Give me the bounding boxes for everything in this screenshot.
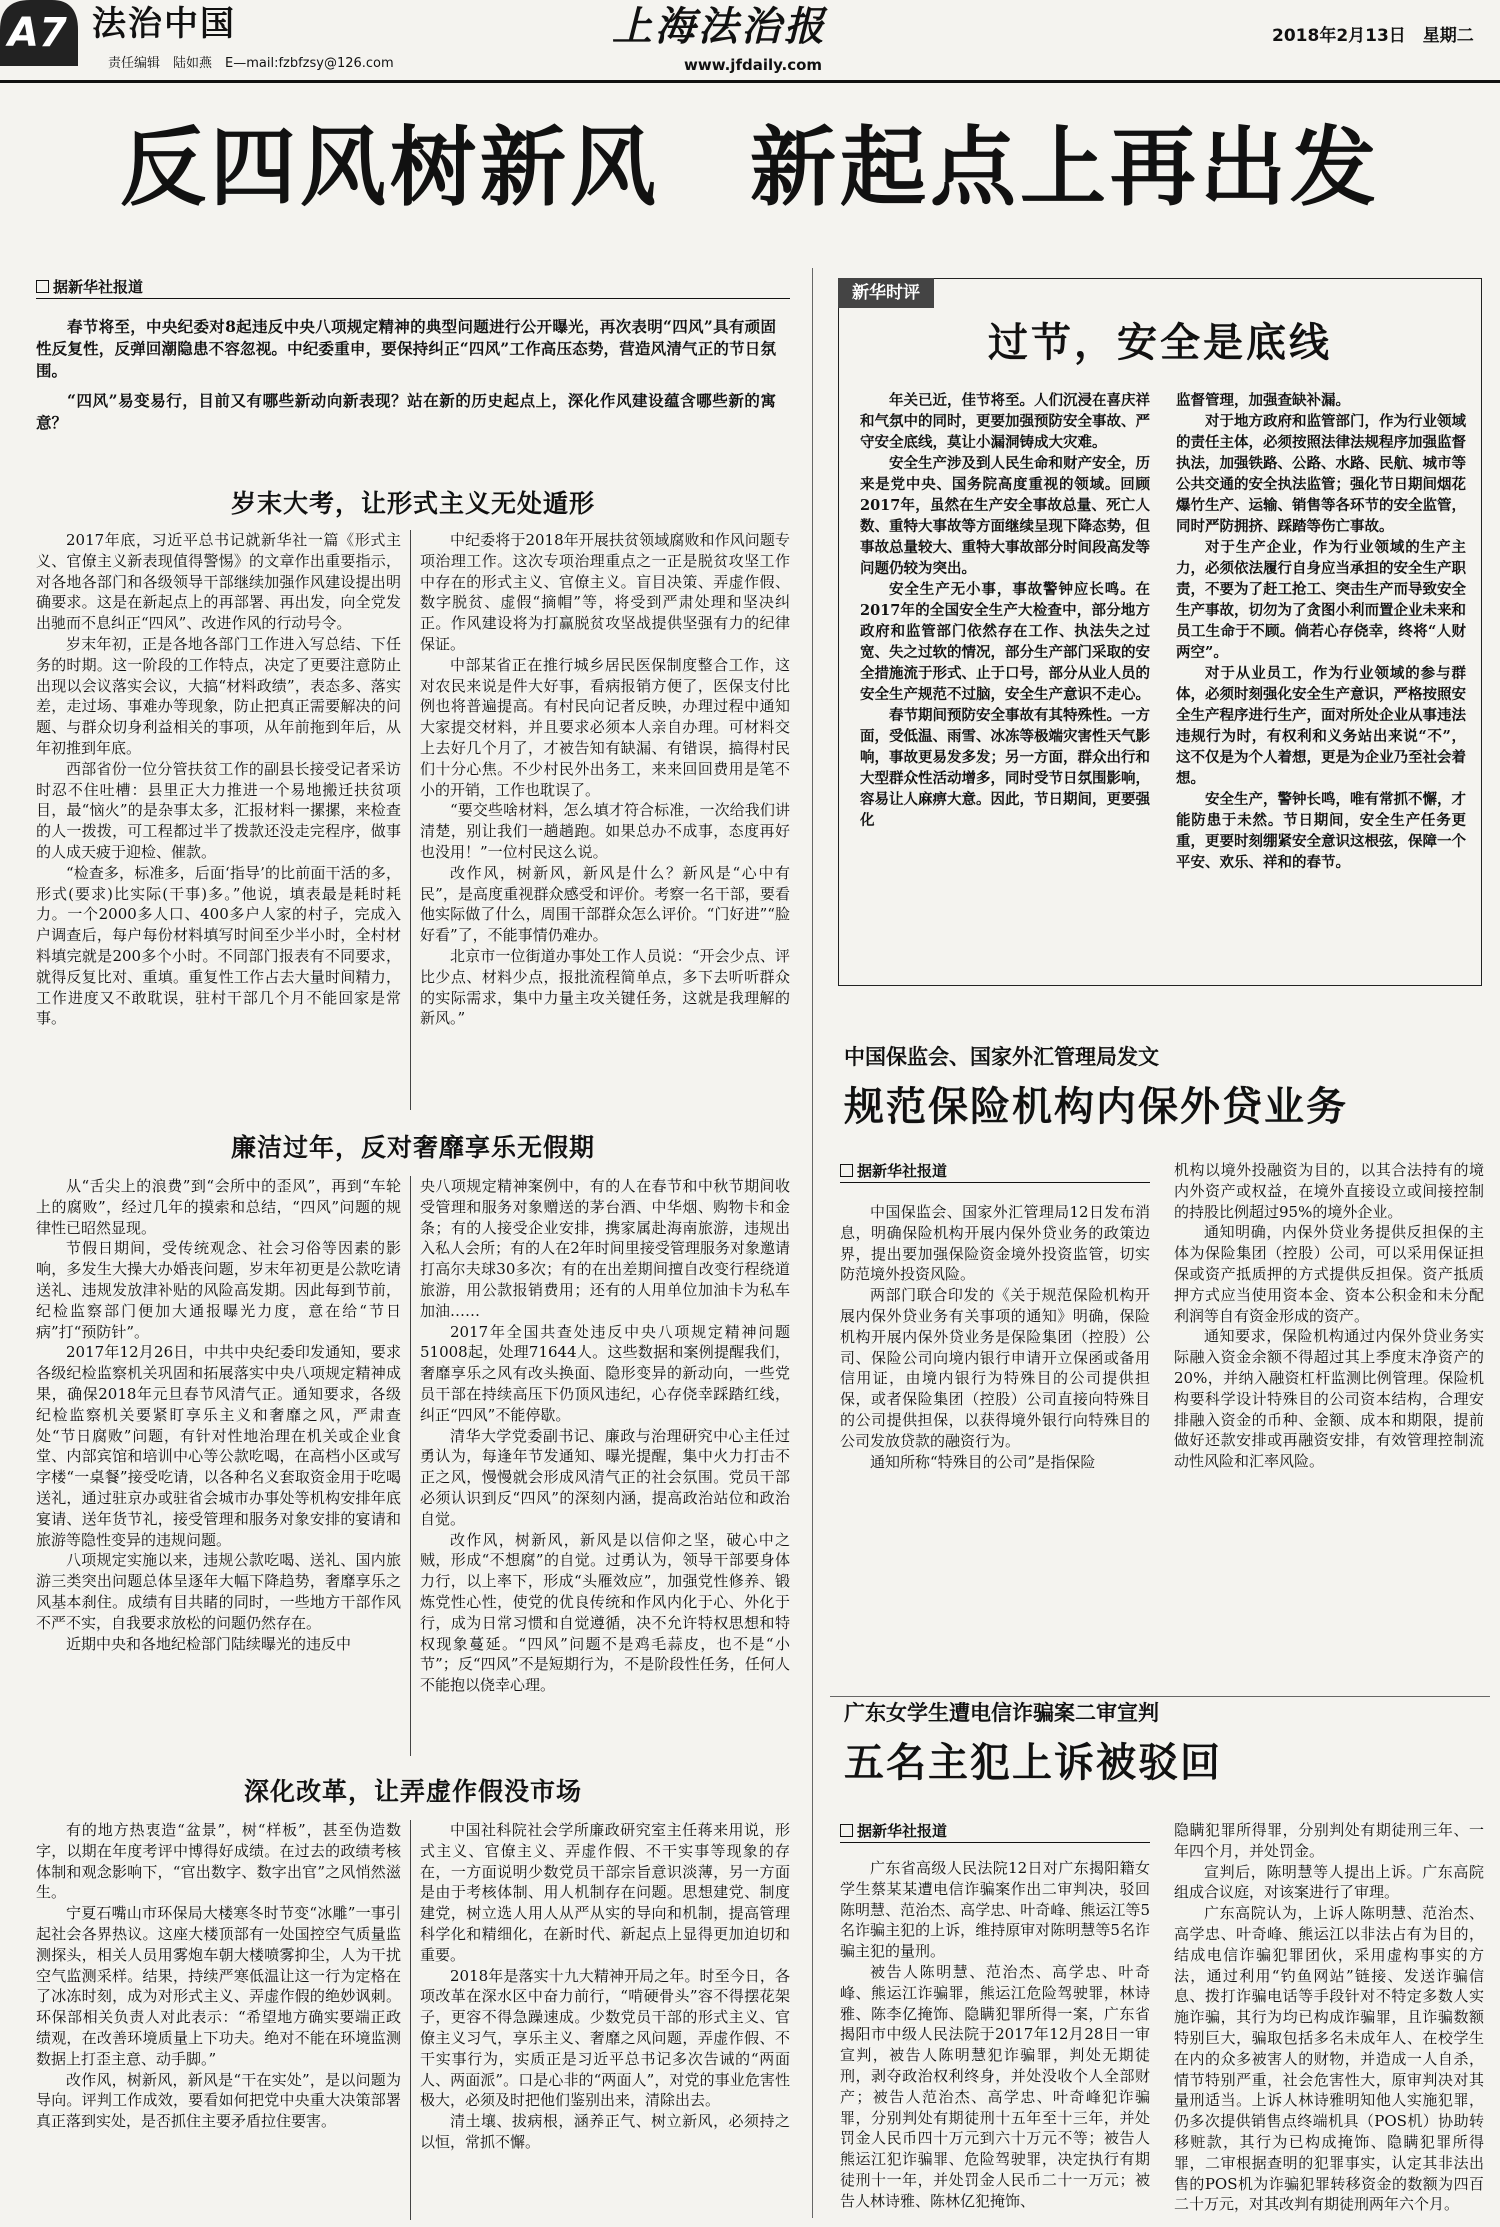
insurance-left-col xyxy=(840,1202,1150,1672)
fraud-title: 五名主犯上诉被驳回 xyxy=(844,1740,1222,1786)
paragraph: 隐瞒犯罪所得罪，分别判处有期徒刑三年、一年四个月，并处罚金。 xyxy=(1174,1821,1484,1860)
paragraph: 春节期间预防安全事故有其特殊性。一方面，受低温、雨雪、冰冻等极端灾害性天气影响，事故更易发多发；另一方面，群众出行和大型群众性活动增多，同时受节日氛围影响，容易让人麻痹大意。因此，节日期间，更要强化 xyxy=(860,707,1150,829)
paragraph: 监督管理，加强查缺补漏。 xyxy=(1176,392,1350,409)
paragraph: 有的地方热衷造“盆景”，树“样板”，甚至伪造数字，以期在年度考评中博得好成绩。在过去的政绩考核体制和观念影响下，“官出数字、数字出官”之风悄然滋生。 xyxy=(36,1821,401,1902)
paragraph: 中国保监会、国家外汇管理局12日发布消息，明确保险机构开展内保外贷业务的政策边界，提出要加强保险资金境外投资监管，切实防范境外投资风险。 xyxy=(840,1203,1150,1284)
paragraph: 对于地方政府和监管部门，作为行业领域的责任主体，必须按照法律法规程序加强监督执法，加强铁路、公路、水路、民航、城市等公共交通的安全执法监管；强化节日期间烟花爆竹生产、运输、销售等各环节的安全监管，同时严防拥挤、踩踏等伤亡事故。 xyxy=(1176,413,1466,535)
section-1-right-col xyxy=(420,530,790,1112)
paragraph: 节假日期间，受传统观念、社会习俗等因素的影响，多发生大操大办婚丧问题，岁末年初更是公款吃请送礼、违规发放津补贴的风险高发期。因此每到节前，纪检监察部门便加大通报曝光力度，意在给“节日病”打“预防针”。 xyxy=(36,1239,401,1341)
paragraph: 宣判后，陈明慧等人提出上诉。广东高院组成合议庭，对该案进行了审理。 xyxy=(1174,1862,1484,1902)
insurance-byline-text: 据新华社报道 xyxy=(857,1162,948,1180)
masthead-rule xyxy=(0,80,1500,83)
fraud-right-col xyxy=(1174,1820,1484,2220)
commentary-tag: 新华时评 xyxy=(838,278,934,308)
paragraph: 广东省高级人民法院12日对广东揭阳籍女学生蔡某某遭电信诈骗案作出二审判决，驳回陈明慧、范治杰、高学忠、叶奇峰、熊运江等5名诈骗主犯的上诉，维持原审对陈明慧等5名诈骗主犯的量刑。 xyxy=(840,1859,1150,1961)
paragraph: 2017年12月26日，中共中央纪委印发通知，要求各级纪检监察机关巩固和拓展落实中央八项规定精神成果，确保2018年元旦春节风清气正。通知要求，各级纪检监察机关要紧盯享乐主义和奢靡之风，严肃查处“节日腐败”问题，有针对性地治理在机关或企业食堂、内部宾馆和培训中心等公款吃喝，在高档小区或写字楼“一桌餐”接受吃请，以各种名义套取资金用于吃喝送礼，通过驻京办或驻省会城市办事处等机构安排年底宴请、送年货节礼，接受管理和服务对象安排的宴请和旅游等隐性变异的违规问题。 xyxy=(36,1343,401,1549)
paragraph: “要交些啥材料，怎么填才符合标准，一次给我们讲清楚，别让我们一趟趟跑。如果总办不成事，态度再好也没用！”一位村民这么说。 xyxy=(420,801,790,861)
paragraph: 安全生产，警钟长鸣，唯有常抓不懈，才能防患于未然。节日期间，安全生产任务更重，更要时刻绷紧安全意识这根弦，保障一个平安、欢乐、祥和的春节。 xyxy=(1176,791,1466,871)
main-byline xyxy=(36,276,143,297)
lead-paragraph-2: “四风”易变易行，目前又有哪些新动向新表现？站在新的历史起点上，深化作风建设蕴含哪些新的寓意？ xyxy=(36,391,776,432)
paragraph: 被告人陈明慧、范治杰、高学忠、叶奇峰、熊运江诈骗罪，熊运江危险驾驶罪，林诗雅、陈李亿掩饰、隐瞒犯罪所得一案，广东省揭阳市中级人民法院于2017年12月28日一审宣判，被告人陈明慧犯诈骗罪，判处无期徒刑，剥夺政治权利终身，并处没收个人全部财产；被告人范治杰、高学忠、叶奇峰犯诈骗罪，分别判处有期徒刑十五年至十三年，并处罚金人民币四十万元到六十万元不等；被告人熊运江犯诈骗罪、危险驾驶罪，决定执行有期徒刑十一年，并处罚金人民币二十一万元；被告人林诗雅、陈林亿犯掩饰、 xyxy=(840,1962,1150,2210)
insurance-title: 规范保险机构内保外贷业务 xyxy=(844,1084,1348,1130)
paragraph: 通知要求，保险机构通过内保外贷业务实际融入资金余额不得超过其上季度末净资产的20%，并纳入融资杠杆监测比例管理。保险机构要科学设计特殊目的公司资本结构，合理安排融入资金的币种、金额、成本和期限，提前做好还款安排或再融资安排，有效管理控制流动性风险和汇率风险。 xyxy=(1174,1327,1484,1471)
paragraph: 改作风，树新风，新风是以信仰之坚，破心中之贼，形成“不想腐”的自觉。过勇认为，领导干部要身体力行，以上率下，形成“头雁效应”，加强党性修养、锻炼党性心性，使党的优良传统和作风内化于心、外化于行，成为日常习惯和自觉遵循，决不允许特权思想和特权现象蔓延。“四风”问题不是鸡毛蒜皮，也不是“小节”；反“四风”不是短期行为，不是阶段性任务，任何人不能抱以侥幸心理。 xyxy=(420,1530,790,1695)
paragraph: 从“舌尖上的浪费”到“会所中的歪风”，再到“车轮上的腐败”，经过几年的摸索和总结，“四风”问题的规律性已昭然显现。 xyxy=(36,1177,401,1237)
paragraph: 2018年是落实十九大精神开局之年。时至今日，各项改革在深水区中奋力前行，“啃硬骨头”容不得摆花架子，更容不得急躁速成。少数党员干部的形式主义、官僚主义习气，享乐主义、奢靡之风问题，弄虚作假、不干实事行为，实质正是习近平总书记多次告诫的“两面人、两面派”。口是心非的“两面人”，对党的事业危害性极大，必须及时把他们鉴别出来，清除出去。 xyxy=(420,1966,790,2110)
section-2-left-col xyxy=(36,1176,401,1758)
paragraph: 近期中央和各地纪检部门陆续曝光的违反中 xyxy=(66,1634,352,1653)
page-number: A7 xyxy=(8,10,67,56)
paragraph: 两部门联合印发的《关于规范保险机构开展内保外贷业务有关事项的通知》明确，保险机构开展内保外贷业务是保险集团（控股）公司、保险公司向境内银行申请开立保函或备用信用证，由境内银行为特殊目的公司提供担保，或者保险集团（控股）公司直接向特殊目的公司提供担保，以获得境外银行向特殊目的公司发放贷款的融资行为。 xyxy=(840,1286,1150,1450)
website[interactable]: www.jfdaily.com xyxy=(684,56,823,74)
paragraph: 对于生产企业，作为行业领域的生产主力，必须依法履行自身应当承担的安全生产职责，不要为了赶工抢工、突击生产而导致安全生产事故，切勿为了贪图小利而置企业未来和员工生命于不顾。倘若心存侥幸，终将“人财两空”。 xyxy=(1176,539,1466,661)
commentary-title: 过节，安全是底线 xyxy=(988,320,1332,366)
paragraph: 通知明确，内保外贷业务提供反担保的主体为保险集团（控股）公司，可以采用保证担保或资产抵质押的方式提供反担保。资产抵质押方式应当使用资本金、资本公积金和未分配利润等自有资金形成的资产。 xyxy=(1174,1223,1484,1325)
commentary-left-col xyxy=(860,390,1150,972)
insurance-right-col xyxy=(1174,1160,1484,1672)
byline-box-icon xyxy=(840,1824,853,1837)
paragraph: 对于从业员工，作为行业领域的参与群体，必须时刻强化安全生产意识，严格按照安全生产程序进行生产，面对所处企业从事违法违规行为时，有权利和义务站出来说“不”，这不仅是为个人着想，更是为企业乃至社会着想。 xyxy=(1176,665,1466,787)
section-3-right-col xyxy=(420,1820,790,2220)
paragraph: 中国社科院社会学所廉政研究室主任蒋来用说，形式主义、官僚主义、弄虚作假、不干实事等现象的存在，一方面说明少数党员干部宗旨意识淡薄，另一方面是由于考核体制、用人机制存在问题。思想建党、制度建党，树立选人用人从严从实的导向和机制，提高管理科学化和精细化，在新时代、新起点上显得更加迫切和重要。 xyxy=(420,1821,790,1964)
paragraph: 中部某省正在推行城乡居民医保制度整合工作，这对农民来说是件大好事，看病报销方便了，医保支付比例也将普遍提高。有村民向记者反映，办理过程中通知大家提交材料，并且要求必须本人亲自办理。可材料交上去好几个月了，才被告知有缺漏、有错误，搞得村民们十分心焦。不少村民外出务工，来来回回费用是笔不小的开销，工作也耽误了。 xyxy=(420,655,790,799)
byline-box-icon xyxy=(840,1164,853,1177)
editor-line: 责任编辑 陆如燕 E—mail:fzbfzsy@126.com xyxy=(108,56,394,71)
section-name: 法治中国 xyxy=(92,4,236,44)
paragraph: 通知所称“特殊目的公司”是指保险 xyxy=(870,1452,1096,1471)
paragraph: 清华大学党委副书记、廉政与治理研究中心主任过勇认为，每逢年节发通知、曝光提醒，集中火力打击不正之风，慢慢就会形成风清气正的社会氛围。党员干部必须认识到反“四风”的深刻内涵，提高政治站位和政治自觉。 xyxy=(420,1426,790,1528)
paragraph: 改作风，树新风，新风是什么？新风是“心中有民”，是高度重视群众感受和评价。考察一名干部，要看他实际做了什么，周围干部群众怎么评价。“门好进”“脸好看”了，不能事情仍难办。 xyxy=(420,863,790,945)
paragraph: 中纪委将于2018年开展扶贫领域腐败和作风问题专项治理工作。这次专项治理重点之一正是脱贫攻坚工作中存在的形式主义、官僚主义。盲目决策、弄虚作假、数字脱贫、虚假“摘帽”等，将受到严肃处理和坚决纠正。作风建设将为打赢脱贫攻坚战提供坚强有力的纪律保证。 xyxy=(420,531,790,653)
paragraph: 2017年底，习近平总书记就新华社一篇《形式主义、官僚主义新表现值得警惕》的文章作出重要指示，对各地各部门和各级领导干部继续加强作风建设提出明确要求。这是在新起点上的再部署、再出发，向全党发出驰而不息纠正“四风”、改进作风的行动号令。 xyxy=(36,531,401,633)
section-1-left-col xyxy=(36,530,401,1112)
paragraph: 广东高院认为，上诉人陈明慧、范治杰、高学忠、叶奇峰、熊运江以非法占有为目的，结成电信诈骗犯罪团伙，采用虚构事实的方法，通过利用“钓鱼网站”链接、发送诈骗信息、拨打诈骗电话等手段针对不特定多数人实施诈骗，其行为均已构成诈骗罪，且诈骗数额特别巨大，骗取包括多名未成年人、在校学生在内的众多被害人的财物，并造成一人自杀，情节特别严重，社会危害性大，原审判决对其量刑适当。上诉人林诗雅明知他人实施犯罪，仍多次提供销售点终端机具（POS机）协助转移赃款，其行为已构成掩饰、隐瞒犯罪所得罪，二审根据查明的犯罪事实，认定其非法出售的POS机为诈骗犯罪转移资金的数额为四百二十万元，对其改判有期徒刑两年六个月。 xyxy=(1174,1904,1484,2214)
paragraph: “检查多，标准多，后面‘指导’的比前面干活的多，形式(要求)比实际(干事)多。”他说，填表最是耗时耗力。一个2000多人口、400多户人家的村子，完成入户调查后，每户每份材料填写时间至少半小时，全村材料填完就是200多个小时。不同部门报表有不同要求，就得反复比对、重填。重复性工作占去大量时间精力，工作进度又不敢耽误，驻村干部几个月不能回家是常事。 xyxy=(36,863,401,1028)
page-number-badge xyxy=(0,0,78,66)
paragraph: 岁末年初，正是各地各部门工作进入写总结、下任务的时期。这一阶段的工作特点，决定了更要注意防止出现以会议落实会议，大搞“材料政绩”，表态多、落实差，走过场、事难办等现象，防止把真正需要解决的问题、与群众切身利益相关的事项，从年前拖到年后，从年初推到年底。 xyxy=(36,634,401,757)
section-2-right-col xyxy=(420,1176,790,1758)
byline-rule xyxy=(36,298,790,299)
main-byline-text: 据新华社报道 xyxy=(53,278,144,296)
paragraph: 安全生产无小事，事故警钟应长鸣。在2017年的全国安全生产大检查中，部分地方政府和监管部门依然存在工作、执法失之过宽、失之过软的情况，部分生产部门采取的安全措施流于形式、止于口号，部分从业人员的安全生产规范不过脑，安全生产意识不走心。 xyxy=(860,581,1150,703)
byline-rule xyxy=(840,1842,1150,1843)
paragraph: 央八项规定精神案例中，有的人在春节和中秋节期间收受管理和服务对象赠送的茅台酒、中华烟、购物卡和金条；有的人接受企业安排，携家属赴海南旅游，违规出入私人会所；有的人在2年时间里接受管理服务对象邀请打高尔夫球30多次；有的在出差期间擅自改变行程绕道旅游，用公款报销费用；还有的人用单位加油卡为私车加油…… xyxy=(420,1177,790,1320)
fraud-byline xyxy=(840,1820,947,1841)
paragraph: 宁夏石嘴山市环保局大楼寒冬时节变“冰雕”一事引起社会各界热议。这座大楼顶部有一处国控空气质量监测探头，相关人员用雾炮车朝大楼喷雾抑尘，人为干扰空气监测采样。结果，持续严寒低温让这一行为定格在了冰冻时刻，成为对形式主义、弄虚作假的绝妙讽刺。环保部相关负责人对此表示：“希望地方确实要端正政绩观，在改善环境质量上下功夫。绝对不能在环境监测数据上打歪主意、动手脚。” xyxy=(36,1904,401,2068)
page-column-divider xyxy=(812,268,813,2218)
section-1-title: 岁末大考，让形式主义无处遁形 xyxy=(230,489,595,518)
section-3-title: 深化改革，让弄虚作假没市场 xyxy=(243,1777,582,1806)
byline-rule xyxy=(840,1182,1150,1183)
fraud-left-col xyxy=(840,1858,1150,2220)
column-divider xyxy=(410,530,411,1110)
paragraph: 年关已近，佳节将至。人们沉浸在喜庆祥和气氛中的同时，更要加强预防安全事故、严守安全底线，莫让小漏洞铸成大灾难。 xyxy=(860,392,1150,451)
column-divider xyxy=(410,1176,411,1756)
paragraph: 2017年全国共查处违反中央八项规定精神问题51008起，处理71644人。这些数据和案例提醒我们，奢靡享乐之风有改头换面、隐形变异的新动向，一些党员干部在持续高压下仍顶风违纪，心存侥幸踩踏红线，纠正“四风”不能停歇。 xyxy=(420,1322,790,1424)
fraud-byline-text: 据新华社报道 xyxy=(857,1822,948,1840)
issue-date: 2018年2月13日 星期二 xyxy=(1272,26,1474,46)
fraud-kicker: 广东女学生遭电信诈骗案二审宣判 xyxy=(844,1701,1159,1725)
main-headline: 反四风树新风 新起点上再出发 xyxy=(120,118,1380,218)
column-divider xyxy=(410,1820,411,2220)
insurance-byline xyxy=(840,1160,947,1181)
paper-name: 上海法治报 xyxy=(612,3,827,50)
section-3-left-col xyxy=(36,1820,401,2220)
paragraph: 西部省份一位分管扶贫工作的副县长接受记者采访时忍不住吐槽：县里正大力推进一个易地搬迁扶贫项目，最“恼火”的是杂事太多，汇报材料一摞摞，来检查的人一拨拨，可工程都过半了拨款还没走完程序，做事的人成天疲于迎检、催款。 xyxy=(36,759,401,861)
section-2-title: 廉洁过年，反对奢靡享乐无假期 xyxy=(230,1133,595,1162)
byline-box-icon xyxy=(36,280,49,293)
paragraph: 安全生产涉及到人民生命和财产安全，历来是党中央、国务院高度重视的领域。回顾2017年，虽然在生产安全事故总量、死亡人数、重特大事故等方面继续呈现下降态势，但事故总量较大、重特大事故部分时间段高发等问题仍较为突出。 xyxy=(860,455,1150,577)
paragraph: 清土壤、拔病根，涵养正气、树立新风，必须持之以恒，常抓不懈。 xyxy=(420,2112,790,2151)
paragraph: 机构以境外投融资为目的，以其合法持有的境内外资产或权益，在境外直接设立或间接控制的持股比例超过95%的境外企业。 xyxy=(1174,1161,1484,1221)
insurance-kicker: 中国保监会、国家外汇管理局发文 xyxy=(844,1045,1159,1069)
commentary-right-col xyxy=(1176,390,1466,972)
paragraph: 北京市一位街道办事处工作人员说：“开会少点、评比少点、材料少点，报批流程简单点，多下去听听群众的实际需求，集中力量主攻关键任务，这就是我理解的新风。” xyxy=(420,946,790,1028)
article-divider xyxy=(830,1696,1490,1697)
paragraph: 改作风，树新风，新风是“干在实处”，是以问题为导向。评判工作成效，要看如何把党中央重大决策部署真正落到实处，是否抓住主要矛盾拉住要害。 xyxy=(36,2070,401,2131)
lead-paragraph-1: 春节将至，中央纪委对8起违反中央八项规定精神的典型问题进行公开曝光，再次表明“四风”具有顽固性反复性，反弹回潮隐患不容忽视。中纪委重申，要保持纠正“四风”工作高压态势，营造风清气正的节日氛围。 xyxy=(36,317,776,380)
paragraph: 八项规定实施以来，违规公款吃喝、送礼、国内旅游三类突出问题总体呈逐年大幅下降趋势，奢靡享乐之风基本刹住。成绩有目共睹的同时，一些地方干部作风不严不实，自我要求放松的问题仍然存在。 xyxy=(36,1551,401,1632)
